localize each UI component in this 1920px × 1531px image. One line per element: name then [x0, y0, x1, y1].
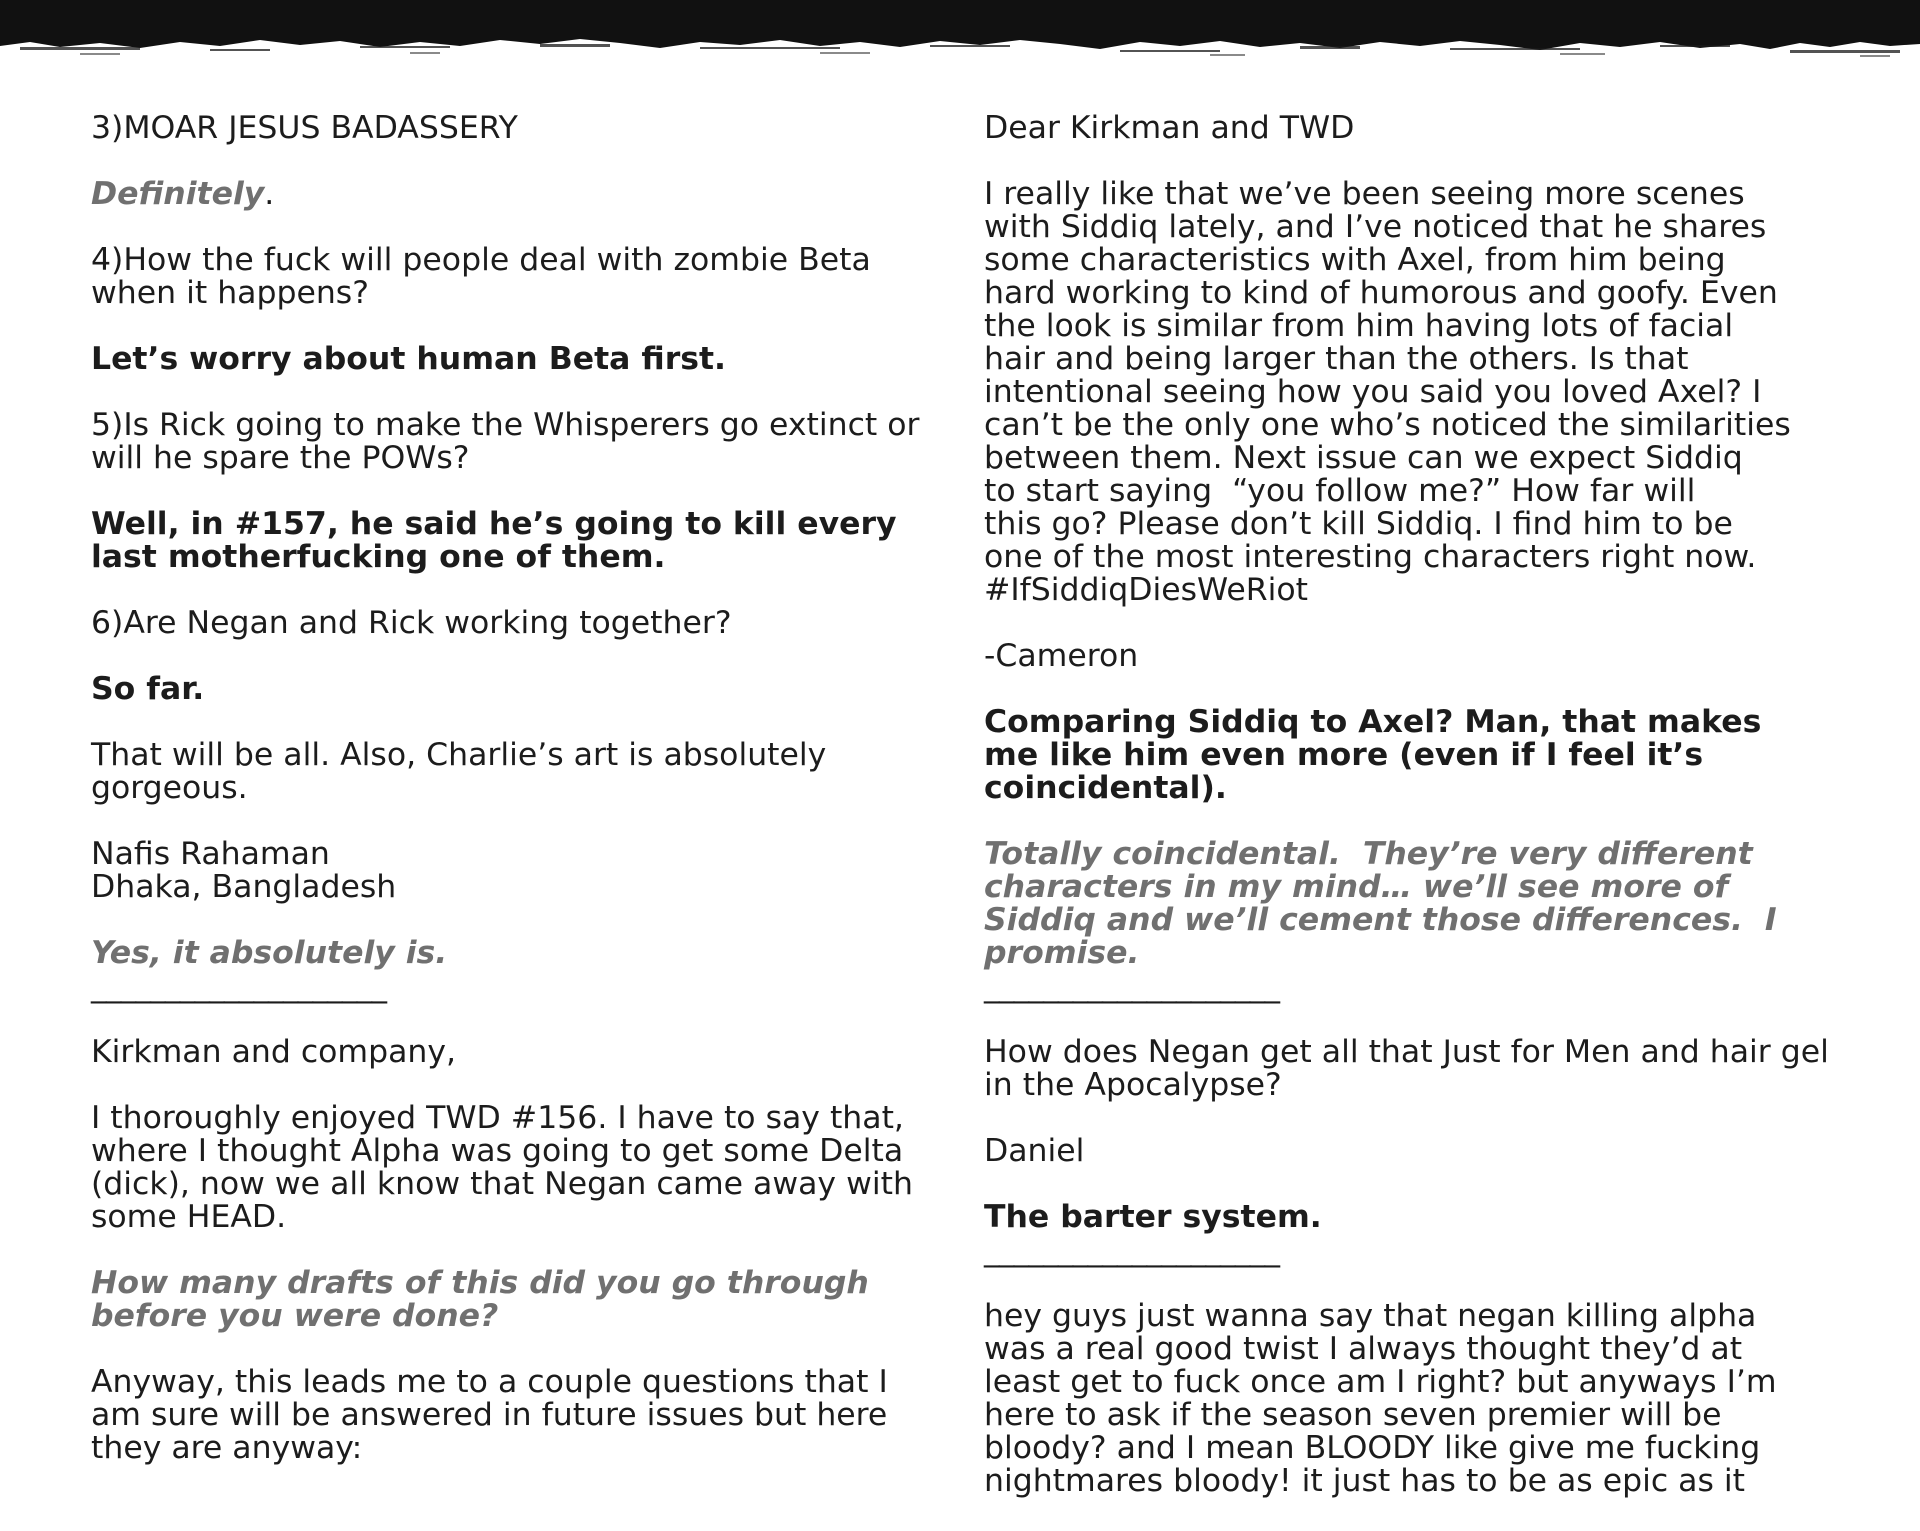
reader-salutation-cameron: Dear Kirkman and TWD [984, 110, 1355, 146]
aside-reply-art: Yes, it absolutely is. [91, 935, 448, 971]
aside-reply-drafts: How many drafts of this did you go through before you were done? [91, 1265, 869, 1334]
editor-reply-5: Well, in #157, he said he’s going to kill every last motherfucking one of them. [91, 506, 897, 575]
editor-reply-6: So far. [91, 671, 205, 707]
reader-letter-premiere: hey guys just wanna say that negan killing alpha was a real good twist I always thought they’d at least get to fuck once am I right? but anyways I’m here to ask if the season seven premier will be bloody? and I mean BLOODY like give me fucking nightmares bloody! it just has to be as epic as it [984, 1298, 1777, 1499]
letter-divider: ____________________ [984, 1232, 1279, 1268]
aside-reply-cameron: Totally coincidental. They’re very different characters in my mind… we’ll see more of Siddiq and we’ll cement those differences. I promise. [984, 836, 1777, 971]
letter-divider: ____________________ [91, 968, 386, 1004]
reader-salutation: Kirkman and company, [91, 1034, 457, 1070]
reader-question-6: 6)Are Negan and Rick working together? [91, 605, 732, 641]
reader-letter-body: I thoroughly enjoyed TWD #156. I have to say that, where I thought Alpha was going to get some Delta (dick), now we all know that Negan came away with some HEAD. [91, 1100, 913, 1235]
reader-question-4: 4)How the fuck will people deal with zombie Beta when it happens? [91, 242, 871, 311]
reader-letter-continued: Anyway, this leads me to a couple questions that I am sure will be answered in future issues but here they are anyway: [91, 1364, 888, 1466]
reader-question-daniel: How does Negan get all that Just for Men and hair gel in the Apocalypse? [984, 1034, 1829, 1103]
reader-signature: Nafis Rahaman Dhaka, Bangladesh [91, 836, 397, 905]
reader-closing: That will be all. Also, Charlie’s art is absolutely gorgeous. [91, 737, 827, 806]
editor-reply-4: Let’s worry about human Beta first. [91, 341, 727, 377]
aside-answer-3-word: Definitely [91, 176, 265, 212]
letter-divider: ____________________ [984, 968, 1279, 1004]
letters-column-left [91, 112, 941, 1498]
brush-stroke-header [0, 0, 1920, 64]
editor-reply-cameron: Comparing Siddiq to Axel? Man, that makes me like him even more (even if I feel it’s coincidental). [984, 704, 1762, 806]
editor-reply-daniel: The barter system. [984, 1199, 1322, 1235]
reader-question-5: 5)Is Rick going to make the Whisperers go extinct or will he spare the POWs? [91, 407, 920, 476]
reader-signature-cameron: -Cameron [984, 638, 1139, 674]
reader-letter-cameron: I really like that we’ve been seeing more scenes with Siddiq lately, and I’ve noticed that he shares some characteristics with Axel, from him being hard working to kind of humorous and goofy. Even the look is similar from him having lots of facial hair and being larger than the others. Is that intentional seeing how you said you loved Axel? I can’t be the only one who’s noticed the similarities between them. Next issue can we expect Siddiq to start saying “you follow me?” How far will this go? Please don’t kill Siddiq. I find him to be one of the most interesting characters right now. #IfSiddiqDiesWeRiot [984, 176, 1791, 608]
reader-question-3: 3)MOAR JESUS BADASSERY [91, 110, 518, 146]
aside-answer-3-period: . [264, 176, 275, 212]
letters-column-right [984, 112, 1834, 1531]
aside-answer-3 [91, 178, 941, 211]
reader-signature-daniel: Daniel [984, 1133, 1085, 1169]
